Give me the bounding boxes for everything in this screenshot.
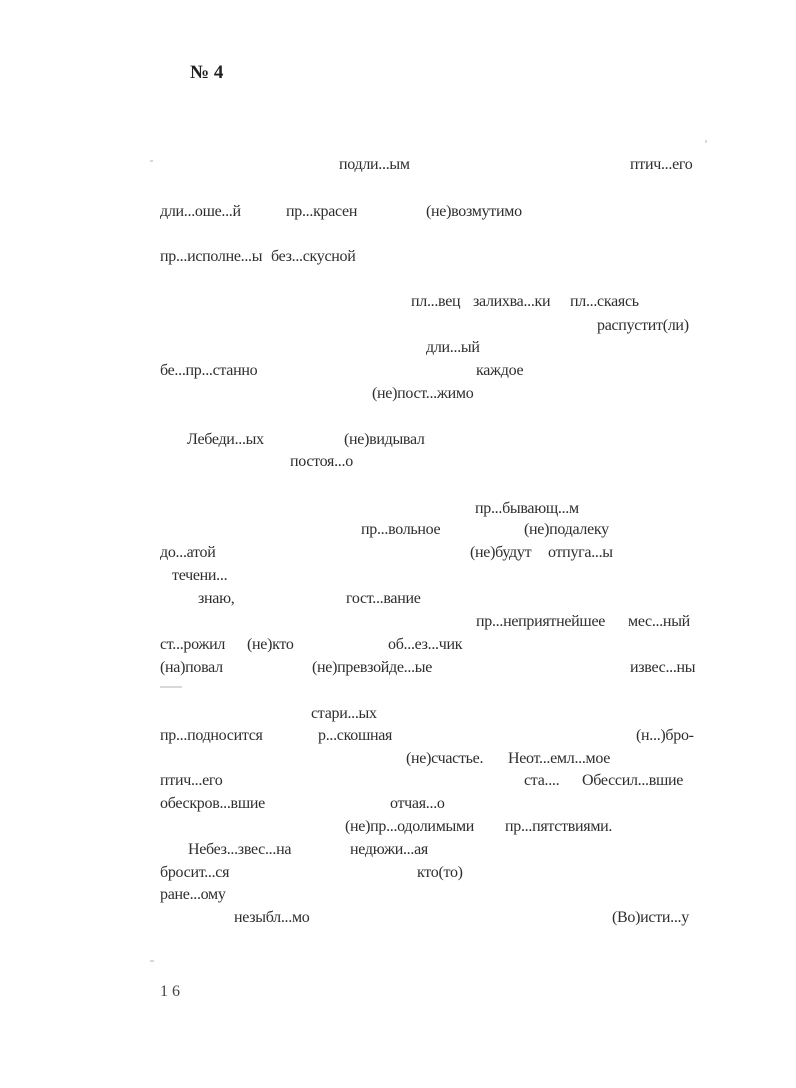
word-fragment: (Во)исти...у: [612, 909, 689, 926]
word-fragment: пр...красен: [286, 203, 358, 220]
word-fragment: каждое: [476, 362, 524, 379]
word-fragment: (не)пост...жимо: [372, 385, 474, 402]
word-fragment: Лебеди...ых: [187, 431, 264, 448]
word-fragment: дли...ый: [426, 339, 480, 356]
word-fragment: пр...исполне...ы: [160, 248, 263, 265]
word-fragment: пл...вец: [411, 293, 461, 310]
word-fragment: распустит(ли): [597, 317, 689, 334]
word-fragment: Небез...звес...на: [188, 841, 292, 858]
word-fragment: (не)кто: [247, 636, 294, 653]
word-fragment: (не)превзойде...ые: [312, 659, 433, 676]
word-fragment: ст...рожил: [160, 636, 226, 653]
word-fragment: дли...оше...й: [160, 203, 241, 220]
word-fragment: мес...ный: [628, 613, 690, 630]
word-fragment: ста....: [524, 772, 560, 789]
word-fragment: пр...подносится: [160, 727, 263, 744]
word-fragment: птич...его: [630, 156, 693, 173]
word-fragment: пр...бывающ...м: [475, 500, 579, 517]
scan-speck: [150, 160, 153, 162]
word-fragment: (н...)бро-: [636, 727, 694, 744]
word-fragment: без...скусной: [271, 248, 356, 265]
word-fragment: (не)возмутимо: [426, 203, 522, 220]
word-fragment: отпуга...ы: [548, 544, 613, 561]
word-fragment: гост...вание: [346, 590, 421, 607]
word-fragment: (не)счастье.: [406, 750, 484, 767]
word-fragment: бе...пр...станно: [160, 362, 258, 379]
word-fragment: Неот...емл...мое: [508, 750, 611, 767]
word-fragment: птич...его: [160, 772, 223, 789]
word-fragment: (не)видывал: [344, 431, 425, 448]
word-fragment: кто(то): [417, 864, 463, 881]
word-fragment: до...атой: [160, 544, 216, 561]
scan-speck: [160, 686, 182, 688]
word-fragment: обескров...вшие: [160, 795, 265, 812]
word-fragment: стари...ых: [311, 705, 377, 722]
word-fragment: ране...ому: [160, 886, 226, 903]
word-fragment: пр...неприятнейшее: [476, 613, 606, 630]
word-fragment: Обессил...вшие: [582, 772, 684, 789]
word-fragment: пр...пятствиями.: [505, 818, 613, 835]
word-fragment: подли...ым: [339, 156, 410, 173]
scan-speck: [150, 960, 154, 962]
word-fragment: бросит...ся: [160, 864, 230, 881]
word-fragment: пл...скаясь: [570, 293, 639, 310]
word-fragment: (не)будут: [470, 544, 532, 561]
word-fragment: (не)пр...одолимыми: [345, 818, 475, 835]
word-fragment: (не)подалеку: [524, 521, 609, 538]
page-number: 1 6: [160, 983, 180, 1000]
word-fragment: (на)повал: [160, 659, 223, 676]
word-fragment: извес...ны: [630, 659, 696, 676]
word-fragment: недюжи...ая: [350, 841, 428, 858]
word-fragment: р...скошная: [318, 727, 393, 744]
word-fragment: об...ез...чик: [388, 636, 463, 653]
word-fragment: знаю,: [198, 590, 235, 607]
word-fragment: постоя...о: [290, 453, 353, 470]
word-fragment: отчая...о: [390, 795, 445, 812]
word-fragment: залихва...ки: [473, 293, 551, 310]
scan-speck: [705, 140, 707, 143]
word-fragment: пр...вольное: [361, 521, 441, 538]
word-fragment: незыбл...мо: [234, 909, 310, 926]
exercise-number: № 4: [190, 62, 224, 83]
word-fragment: течени...: [172, 567, 228, 584]
